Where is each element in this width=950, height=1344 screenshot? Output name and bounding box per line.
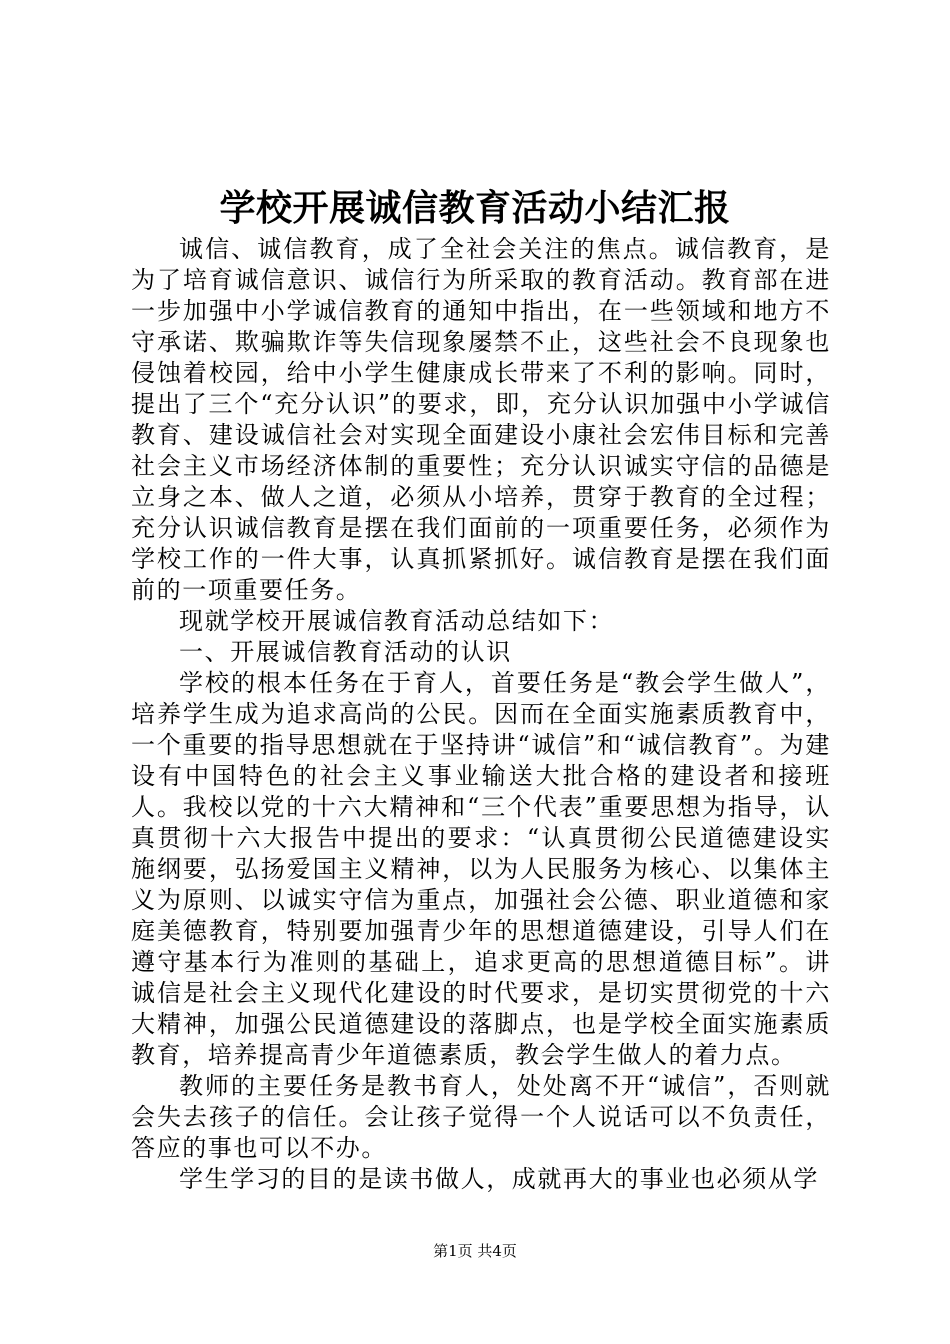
document-body: [131, 234, 831, 1195]
section-heading-1: 一、开展诚信教育活动的认识: [179, 638, 512, 666]
document-title: 学校开展诚信教育活动小结汇报: [219, 187, 731, 229]
page-number-footer: 第1页 共4页: [433, 1242, 517, 1260]
paragraph-intro: 诚信、诚信教育，成了全社会关注的焦点。诚信教育，是为了培育诚信意识、诚信行为所采取的教育活动。教育部在进一步加强中小学诚信教育的通知中指出，在一些领域和地方不守承诺、欺骗欺诈等失信现象屡禁不止，这些社会不良现象也侵蚀着校园，给中小学生健康成长带来了不利的影响。同时，提出了三个“充分认识”的要求，即，充分认识加强中小学诚信教育、建设诚信社会对实现全面建设小康社会宏伟目标和完善社会主义市场经济体制的重要性；充分认识诚实守信的品德是立身之本、做人之道，必须从小培养，贯穿于教育的全过程；充分认识诚信教育是摆在我们面前的一项重要任务，必须作为学校工作的一件大事，认真抓紧抓好。诚信教育是摆在我们面前的一项重要任务。: [131, 235, 831, 604]
paragraph-summary-lead: 现就学校开展诚信教育活动总结如下：: [179, 607, 615, 635]
paragraph-student-goal: 学生学习的目的是读书做人，成就再大的事业也必须从学: [179, 1165, 819, 1193]
paragraph-teacher-task: 教师的主要任务是教书育人，处处离不开“诚信”，否则就会失去孩子的信任。会让孩子觉得一个人说话可以不负责任，答应的事也可以不办。: [131, 1072, 831, 1162]
paragraph-school-task: 学校的根本任务在于育人，首要任务是“教会学生做人”，培养学生成为追求高尚的公民。因而在全面实施素质教育中，一个重要的指导思想就在于坚持讲“诚信”和“诚信教育”。为建设有中国特色的社会主义事业输送大批合格的建设者和接班人。我校以党的十六大精神和“三个代表”重要思想为指导，认真贯彻十六大报告中提出的要求：“认真贯彻公民道德建设实施纲要，弘扬爱国主义精神，以为人民服务为核心、以集体主义为原则、以诚实守信为重点，加强社会公德、职业道德和家庭美德教育，特别要加强青少年的思想道德建设，引导人们在遵守基本行为准则的基础上，追求更高的思想道德目标”。讲诚信是社会主义现代化建设的时代要求，是切实贯彻党的十六大精神，加强公民道德建设的落脚点，也是学校全面实施素质教育，培养提高青少年道德素质，教会学生做人的着力点。: [131, 669, 831, 1069]
